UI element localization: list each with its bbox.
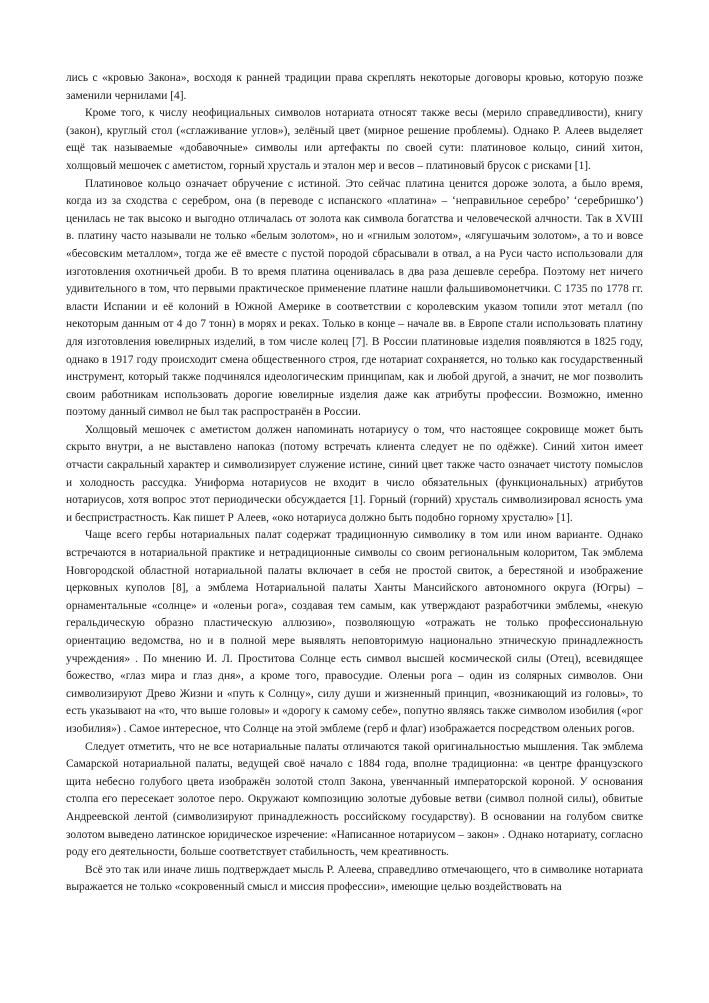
document-page — [66, 70, 643, 897]
paragraph-1: лись с «кровью Закона», восходя к ранней традиции права скреплять некоторые договоры кровью, которую позже заменили чернилами [4]. — [66, 72, 643, 102]
paragraph-6: Следует отметить, что не все нотариальные палаты отличаются такой оригинальностью мышления. Так эмблема Самарской нотариальной палаты, ведущей своё начало с 1884 года, вполне традиционна: «в центре французского щита небесно голубого цвета изображён золотой столп Закона, увенчанный императорской короной. У основания столпа его пересекает золотое перо. Окружают композицию золотые дубовые ветви (символ полной силы), обвитые Андреевской лентой (символизируют принадлежность российскому государству). В основании на голубом свитке золотом выведено латинское юридическое изречение: «Написанное нотариусом – закон» . Однако нотариату, согласно роду его деятельности, больше соответствует стабильность, чем креативность. — [66, 740, 643, 859]
paragraph-7: Всё это так или иначе лишь подтверждает мысль Р. Алеева, справедливо отмечающего, что в символике нотариата выражается не только «сокровенный смысл и миссия профессии», имеющие целью воздействовать на — [66, 863, 643, 894]
paragraph-5: Чаще всего гербы нотариальных палат содержат традиционную символику в том или ином варианте. Однако встречаются в нотариальной практике и нетрадиционные символы со своим региональным колоритом, Так эмблема Новгородской областной нотариальной палаты включает в себя не простой свиток, а берестяной и изображение церковных куполов [8], а эмблема Нотариальной палаты Ханты Мансийского автономного округа (Югры) – орнаментальные «солнце» и «оленьи рога», создавая тем самым, как утверждают разработчики эмблемы, «некую геральдическую образно пластическую аллюзию», позволяющую «отражать не только профессиональную ориентацию ведомства, но и в полной мере выявлять неповторимую национально этническую принадлежность учреждения» . По мнению И. Л. Проститова Солнце есть символ высшей космической силы (Отец), всевидящее божество, «глаз мира и глаз дня», а кроме того, правосудие. Оленьи рога – один из солярных символов. Они символизируют Древо Жизни и «путь к Солнцу», силу души и жизненный принцип, «возникающий из головы», то есть указывают на «то, что выше головы» и «дорогу к самому себе», попутно являясь также символом изобилия («рог изобилия») . Самое интересное, что Солнце на этой эмблеме (герб и флаг) изображается посредством оленьих рогов. — [66, 529, 643, 735]
paragraph-3: Платиновое кольцо означает обручение с истиной. Это сейчас платина ценится дороже золота, а было время, когда из за сходства с серебром, она (в переводе с испанского «платина» – ‘неправильное серебро’ ‘серебришко’) ценилась не так высоко и выгодно отличалась от золота как символа богатства и человеческой алчности. Так в XVIII в. платину часто называли не только «белым золотом», но и «гнилым золотом», «лягушачьим золотом», а то и вовсе «бесовским металлом», тогда же её вместе с пустой породой сбрасывали в отвал, а на Руси часто использовали для изготовления охотничьей дроби. В то время платина оценивалась в два раза дешевле серебра. Поэтому нет ничего удивительного в том, что первыми практическое применение платине нашли фальшивомонетчики. С 1735 по 1778 гг. власти Испании и её колоний в Южной Америке в соответствии с королевским указом топили этот металл (по некоторым данным от 4 до 7 тонн) в морях и реках. Только в конце – начале вв. в Европе стали использовать платину для изготовления ювелирных изделий, в том числе колец [7]. В России платиновые изделия появляются в 1825 году, однако в 1917 году происходит смена общественного строя, где нотариат сохраняется, но только как государственный инструмент, который также подчинялся идеологическим принципам, как и любой другой, а значит, не мог позволить своим работникам использовать дорогие ювелирные изделия даже как атрибуты профессии. Возможно, именно поэтому данный символ не был так распространён в России. — [66, 177, 643, 419]
paragraph-2: Кроме того, к числу неофициальных символов нотариата относят также весы (мерило справедливости), книгу (закон), круглый стол («сглаживание углов»), зелёный цвет (мирное решение проблемы). Однако Р. Алеев выделяет ещё так называемые «добавочные» символы или артефакты по своей сути: платиновое кольцо, синий хитон, холщовый мешочек с аметистом, горный хрусталь и эталон мер и весов – платиновый брусок с рисками [1]. — [66, 107, 643, 172]
paragraph-4: Холщовый мешочек с аметистом должен напоминать нотариусу о том, что настоящее сокровище может быть скрыто внутри, а не выставлено напоказ (потому встречать клиента следует не по одёжке). Синий хитон имеет отчасти сакральный характер и символизирует служение истине, синий цвет также часто означает чистоту помыслов и холодность рассудка. Униформа нотариусов не входит в число обязательных (функциональных) атрибутов нотариусов, хотя вопрос этот периодически обсуждается [1]. Горный (горний) хрусталь символизировал ясность ума и беспристрастность. Как пишет Р Алеев, «око нотариуса должно быть подобно горному хрусталю» [1]. — [66, 423, 643, 524]
